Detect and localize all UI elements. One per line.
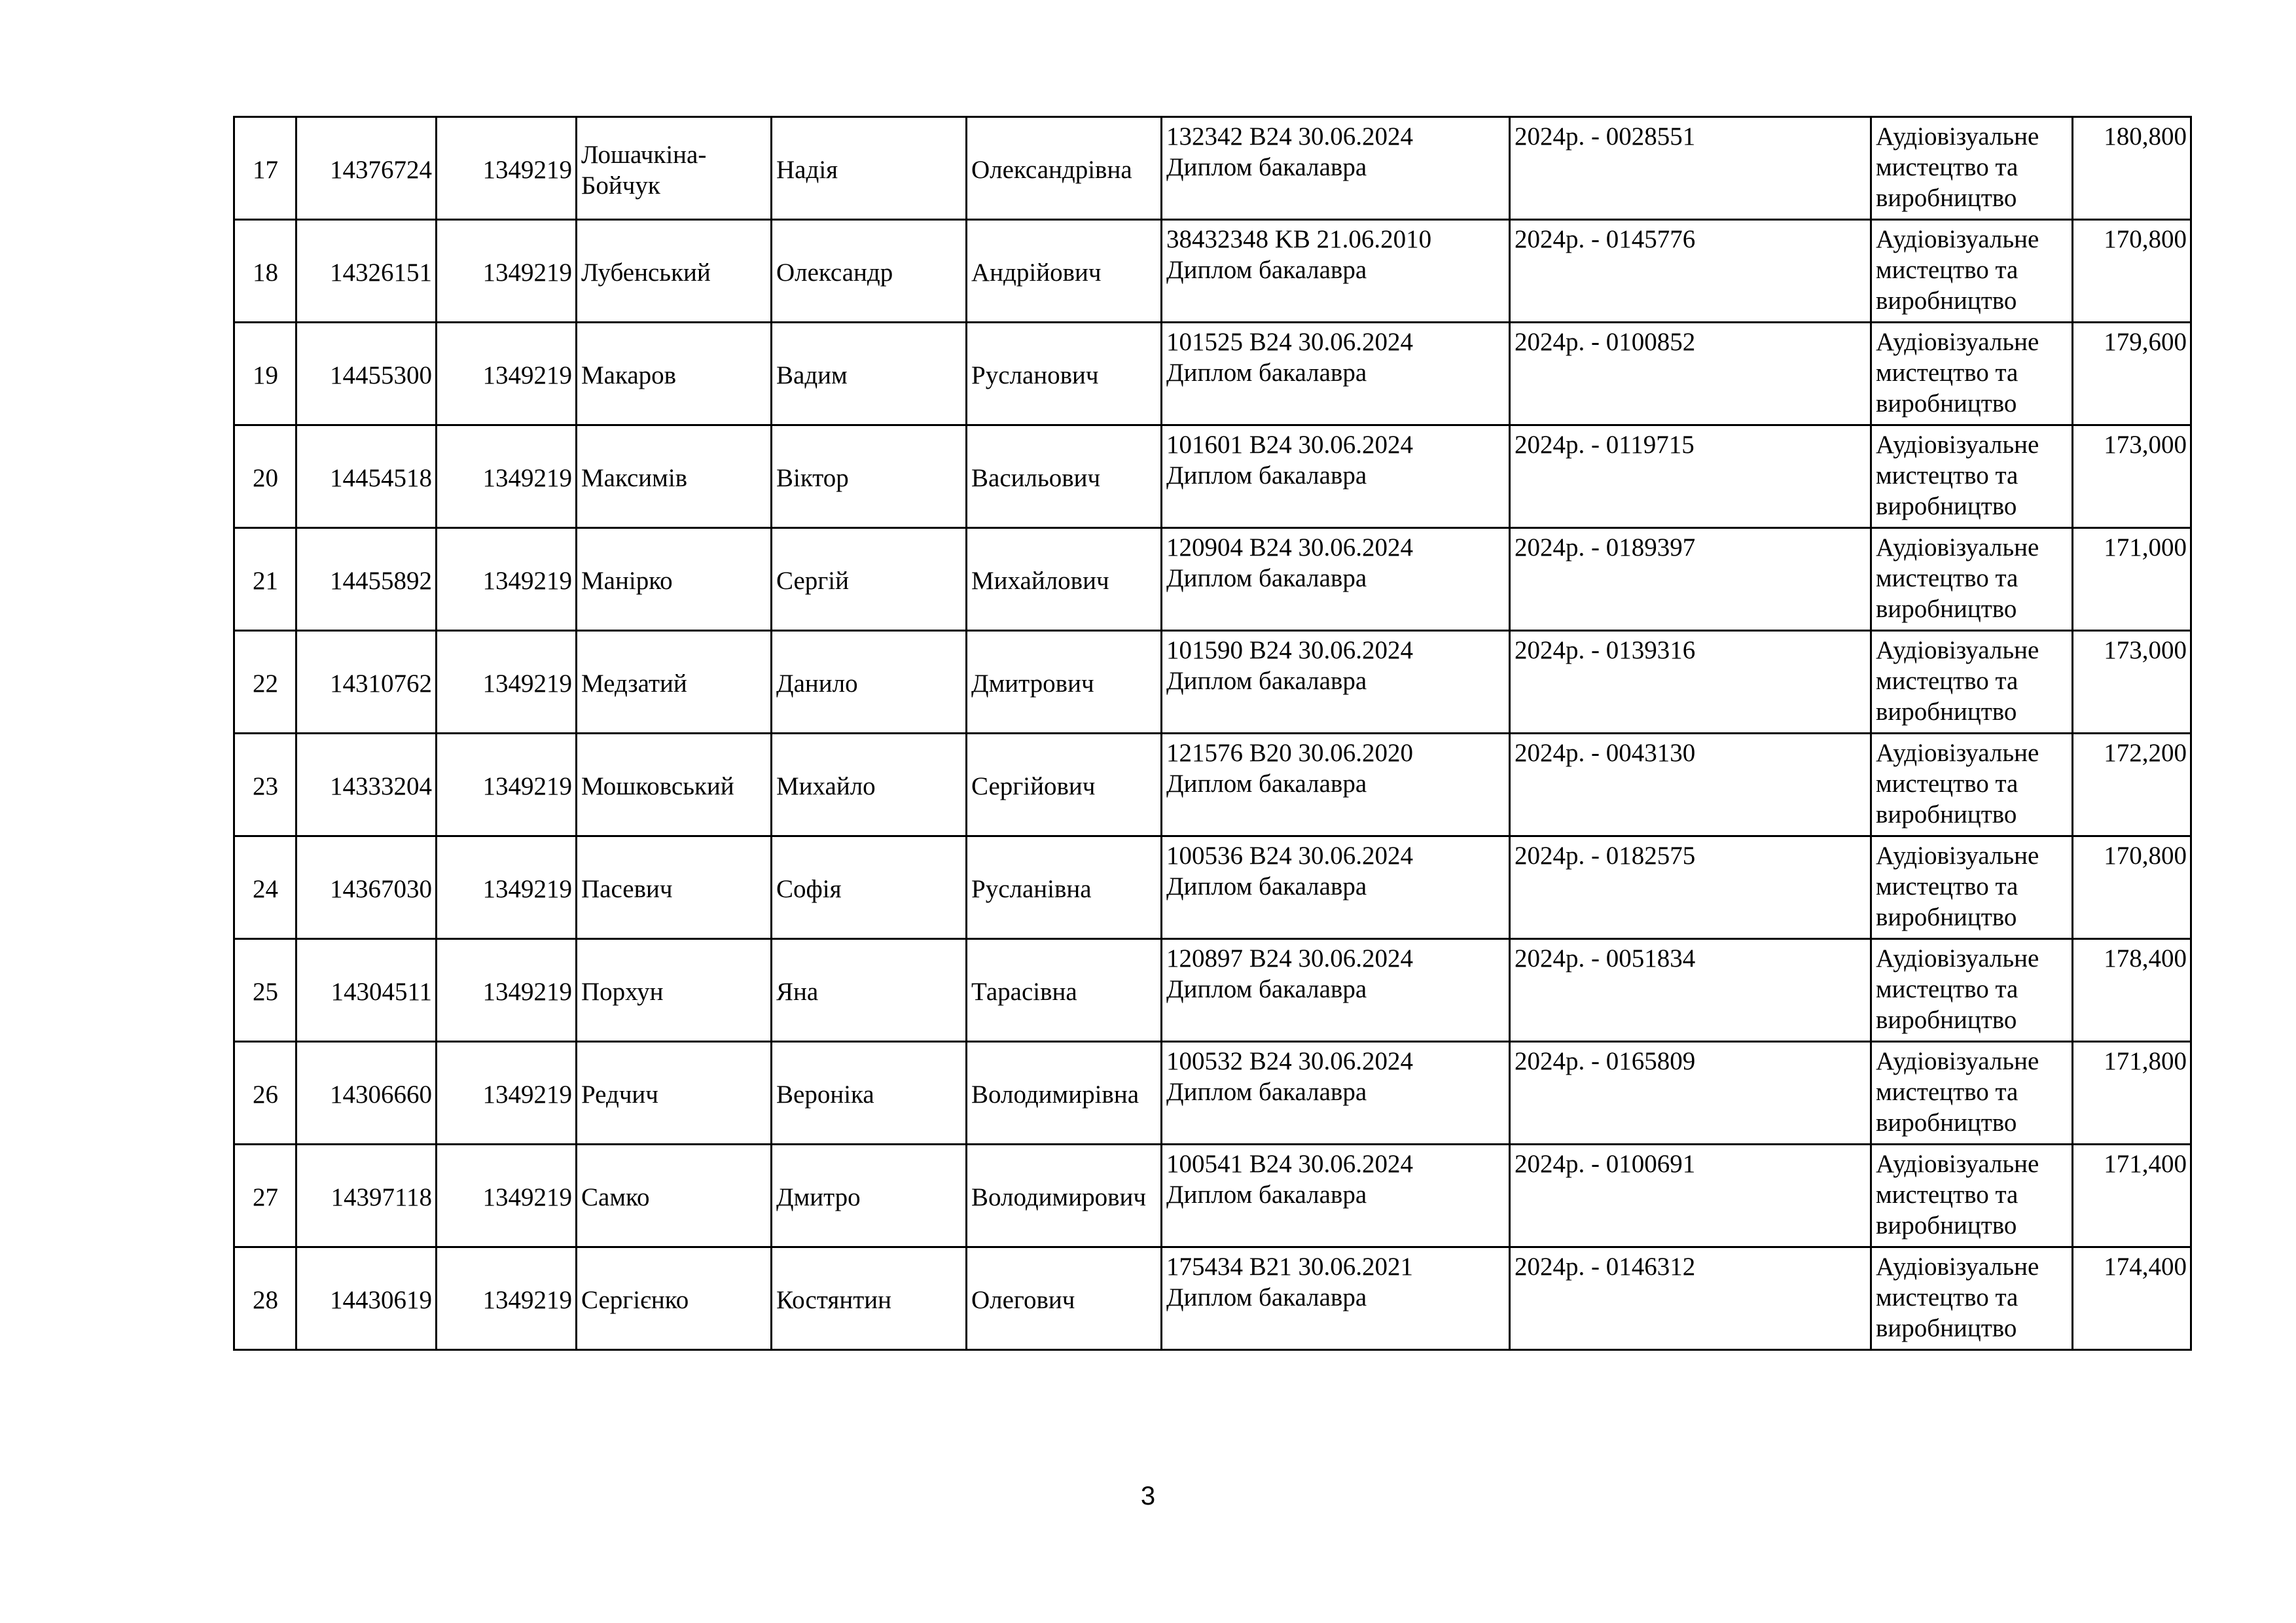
applicant-id: 14454518 xyxy=(330,464,432,492)
competition-code: 1349219 xyxy=(482,875,572,903)
competition-code-cell xyxy=(437,117,577,220)
program-cell xyxy=(1871,220,2073,323)
first-name: Надія xyxy=(776,156,838,184)
score-cell xyxy=(2073,631,2191,734)
education-document-cell xyxy=(1162,836,1510,939)
program-cell xyxy=(1871,528,2073,631)
patronymic: Олегович xyxy=(971,1286,1075,1314)
score-value: 180,800 xyxy=(2104,122,2187,151)
document-number: 120897 В24 30.06.2024 xyxy=(1166,944,1414,972)
table-row xyxy=(234,117,2191,220)
first-name: Віктор xyxy=(776,464,849,492)
education-document-cell xyxy=(1162,425,1510,528)
patronymic: Русланович xyxy=(971,361,1099,389)
program-cell xyxy=(1871,734,2073,836)
applicant-id: 14376724 xyxy=(330,156,432,184)
document-type: Диплом бакалавра xyxy=(1166,1181,1367,1209)
competition-code-cell xyxy=(437,1247,577,1350)
applicant-id-cell xyxy=(296,836,437,939)
document-type: Диплом бакалавра xyxy=(1166,770,1367,798)
row-number: 25 xyxy=(253,978,278,1006)
row-number: 17 xyxy=(253,156,278,184)
surname-cell xyxy=(577,631,772,734)
applicant-id: 14397118 xyxy=(331,1183,432,1211)
patronymic-cell xyxy=(967,939,1162,1042)
certificate-number: 2024р. - 0139316 xyxy=(1515,636,1696,664)
applicant-id-cell xyxy=(296,220,437,323)
surname-cell xyxy=(577,1247,772,1350)
applicant-id: 14367030 xyxy=(330,875,432,903)
applicant-id-cell xyxy=(296,939,437,1042)
first-name: Олександр xyxy=(776,259,893,287)
score-cell xyxy=(2073,1145,2191,1247)
document-type: Диплом бакалавра xyxy=(1166,564,1367,592)
program-cell xyxy=(1871,323,2073,425)
program-name: Аудіовізуальне мистецтво та виробництво xyxy=(1876,944,2039,1034)
row-number: 23 xyxy=(253,772,278,800)
document-number: 100532 В24 30.06.2024 xyxy=(1166,1047,1414,1075)
program-name: Аудіовізуальне мистецтво та виробництво xyxy=(1876,842,2039,931)
certificate-cell xyxy=(1510,1042,1871,1145)
surname-cell xyxy=(577,220,772,323)
applicant-id: 14430619 xyxy=(330,1286,432,1314)
applicant-id-cell xyxy=(296,1247,437,1350)
applicant-id-cell xyxy=(296,1042,437,1145)
competition-code: 1349219 xyxy=(482,1183,572,1211)
surname: Лошачкіна-Бойчук xyxy=(581,140,707,200)
program-cell xyxy=(1871,939,2073,1042)
document-number: 101601 В24 30.06.2024 xyxy=(1166,431,1414,459)
score-cell xyxy=(2073,1042,2191,1145)
surname-cell xyxy=(577,939,772,1042)
surname-cell xyxy=(577,425,772,528)
surname: Редчич xyxy=(581,1080,658,1109)
education-document-cell xyxy=(1162,323,1510,425)
competition-code-cell xyxy=(437,836,577,939)
patronymic-cell xyxy=(967,220,1162,323)
surname: Максимів xyxy=(581,464,688,492)
education-document-cell xyxy=(1162,220,1510,323)
competition-code: 1349219 xyxy=(482,772,572,800)
patronymic-cell xyxy=(967,631,1162,734)
program-cell xyxy=(1871,1145,2073,1247)
row-number-cell xyxy=(234,631,296,734)
first-name-cell xyxy=(772,939,967,1042)
document-number: 132342 В24 30.06.2024 xyxy=(1166,122,1414,151)
certificate-number: 2024р. - 0100852 xyxy=(1515,328,1696,356)
document-type: Диплом бакалавра xyxy=(1166,1283,1367,1311)
applicant-id-cell xyxy=(296,425,437,528)
page-number: 3 xyxy=(1140,1482,1156,1510)
applicant-id-cell xyxy=(296,117,437,220)
applicant-id: 14455300 xyxy=(330,361,432,389)
table-row xyxy=(234,631,2191,734)
surname: Медзатий xyxy=(581,669,687,698)
education-document-cell xyxy=(1162,631,1510,734)
document-type: Диплом бакалавра xyxy=(1166,153,1367,181)
patronymic-cell xyxy=(967,836,1162,939)
document-type: Диплом бакалавра xyxy=(1166,975,1367,1003)
score-cell xyxy=(2073,1247,2191,1350)
certificate-cell xyxy=(1510,117,1871,220)
competition-code-cell xyxy=(437,220,577,323)
applicant-id: 14333204 xyxy=(330,772,432,800)
row-number-cell xyxy=(234,1042,296,1145)
first-name: Сергій xyxy=(776,567,850,595)
first-name: Костянтин xyxy=(776,1286,891,1314)
program-cell xyxy=(1871,836,2073,939)
score-cell xyxy=(2073,323,2191,425)
applicant-id-cell xyxy=(296,631,437,734)
certificate-number: 2024р. - 0051834 xyxy=(1515,944,1696,972)
competition-code-cell xyxy=(437,528,577,631)
certificate-cell xyxy=(1510,734,1871,836)
document-type: Диплом бакалавра xyxy=(1166,461,1367,490)
patronymic-cell xyxy=(967,425,1162,528)
table-row xyxy=(234,220,2191,323)
surname-cell xyxy=(577,734,772,836)
row-number: 26 xyxy=(253,1080,278,1109)
education-document-cell xyxy=(1162,1042,1510,1145)
education-document-cell xyxy=(1162,117,1510,220)
row-number-cell xyxy=(234,1145,296,1247)
first-name-cell xyxy=(772,734,967,836)
score-cell xyxy=(2073,220,2191,323)
certificate-cell xyxy=(1510,528,1871,631)
row-number-cell xyxy=(234,939,296,1042)
table-row xyxy=(234,734,2191,836)
certificate-cell xyxy=(1510,939,1871,1042)
patronymic: Володимирівна xyxy=(971,1080,1139,1109)
surname-cell xyxy=(577,528,772,631)
patronymic-cell xyxy=(967,734,1162,836)
program-name: Аудіовізуальне мистецтво та виробництво xyxy=(1876,533,2039,623)
score-cell xyxy=(2073,734,2191,836)
row-number-cell xyxy=(234,323,296,425)
patronymic-cell xyxy=(967,528,1162,631)
document-number: 101590 В24 30.06.2024 xyxy=(1166,636,1414,664)
applicant-id-cell xyxy=(296,1145,437,1247)
patronymic-cell xyxy=(967,117,1162,220)
row-number: 18 xyxy=(253,259,278,287)
certificate-cell xyxy=(1510,220,1871,323)
row-number: 24 xyxy=(253,875,278,903)
surname-cell xyxy=(577,1145,772,1247)
certificate-cell xyxy=(1510,425,1871,528)
program-name: Аудіовізуальне мистецтво та виробництво xyxy=(1876,431,2039,520)
table-row xyxy=(234,939,2191,1042)
first-name: Вадим xyxy=(776,361,848,389)
row-number-cell xyxy=(234,117,296,220)
applicant-id: 14455892 xyxy=(330,567,432,595)
table-body xyxy=(234,117,2191,1350)
competition-code: 1349219 xyxy=(482,567,572,595)
certificate-number: 2024р. - 0100691 xyxy=(1515,1150,1696,1178)
surname-cell xyxy=(577,117,772,220)
first-name-cell xyxy=(772,836,967,939)
row-number-cell xyxy=(234,836,296,939)
patronymic: Андрійович xyxy=(971,259,1102,287)
surname: Мошковський xyxy=(581,772,734,800)
first-name-cell xyxy=(772,528,967,631)
row-number-cell xyxy=(234,1247,296,1350)
document-number: 101525 В24 30.06.2024 xyxy=(1166,328,1414,356)
surname: Сергієнко xyxy=(581,1286,689,1314)
certificate-number: 2024р. - 0119715 xyxy=(1515,431,1695,459)
surname: Лубенський xyxy=(581,259,711,287)
row-number-cell xyxy=(234,734,296,836)
patronymic-cell xyxy=(967,1247,1162,1350)
document-number: 38432348 KB 21.06.2010 xyxy=(1166,225,1432,253)
first-name: Данило xyxy=(776,669,858,698)
score-value: 179,600 xyxy=(2104,328,2187,356)
table-row xyxy=(234,323,2191,425)
first-name-cell xyxy=(772,220,967,323)
first-name-cell xyxy=(772,1042,967,1145)
score-value: 171,800 xyxy=(2104,1047,2187,1075)
certificate-number: 2024р. - 0145776 xyxy=(1515,225,1696,253)
row-number: 21 xyxy=(253,567,278,595)
competition-code-cell xyxy=(437,1145,577,1247)
patronymic: Олександрівна xyxy=(971,156,1132,184)
education-document-cell xyxy=(1162,1145,1510,1247)
education-document-cell xyxy=(1162,734,1510,836)
row-number: 28 xyxy=(253,1286,278,1314)
table-row xyxy=(234,1145,2191,1247)
score-cell xyxy=(2073,117,2191,220)
certificate-number: 2024р. - 0146312 xyxy=(1515,1253,1696,1281)
row-number-cell xyxy=(234,220,296,323)
applicant-id-cell xyxy=(296,734,437,836)
competition-code-cell xyxy=(437,939,577,1042)
document-number: 120904 В24 30.06.2024 xyxy=(1166,533,1414,562)
patronymic-cell xyxy=(967,323,1162,425)
surname: Манірко xyxy=(581,567,673,595)
patronymic: Володимирович xyxy=(971,1183,1147,1211)
table-row xyxy=(234,528,2191,631)
row-number: 19 xyxy=(253,361,278,389)
surname-cell xyxy=(577,836,772,939)
competition-code: 1349219 xyxy=(482,361,572,389)
applicant-id: 14326151 xyxy=(330,259,432,287)
applicant-id: 14304511 xyxy=(331,978,432,1006)
patronymic: Тарасівна xyxy=(971,978,1077,1006)
program-name: Аудіовізуальне мистецтво та виробництво xyxy=(1876,739,2039,829)
row-number-cell xyxy=(234,528,296,631)
certificate-cell xyxy=(1510,1145,1871,1247)
competition-code-cell xyxy=(437,1042,577,1145)
score-cell xyxy=(2073,836,2191,939)
applicant-id-cell xyxy=(296,323,437,425)
competition-code-cell xyxy=(437,323,577,425)
competition-code: 1349219 xyxy=(482,1286,572,1314)
surname: Самко xyxy=(581,1183,650,1211)
competition-code: 1349219 xyxy=(482,464,572,492)
program-name: Аудіовізуальне мистецтво та виробництво xyxy=(1876,1047,2039,1137)
certificate-number: 2024р. - 0165809 xyxy=(1515,1047,1696,1075)
document-type: Диплом бакалавра xyxy=(1166,872,1367,901)
program-name: Аудіовізуальне мистецтво та виробництво xyxy=(1876,122,2039,212)
table-row xyxy=(234,425,2191,528)
program-cell xyxy=(1871,425,2073,528)
competition-code: 1349219 xyxy=(482,1080,572,1109)
surname: Порхун xyxy=(581,978,664,1006)
first-name: Дмитро xyxy=(776,1183,861,1211)
competition-code-cell xyxy=(437,734,577,836)
program-cell xyxy=(1871,1042,2073,1145)
table-row xyxy=(234,836,2191,939)
table-row xyxy=(234,1042,2191,1145)
first-name-cell xyxy=(772,117,967,220)
row-number: 20 xyxy=(253,464,278,492)
certificate-number: 2024р. - 0028551 xyxy=(1515,122,1696,151)
score-value: 171,000 xyxy=(2104,533,2187,562)
score-value: 171,400 xyxy=(2104,1150,2187,1178)
score-value: 170,800 xyxy=(2104,842,2187,870)
surname: Макаров xyxy=(581,361,677,389)
program-name: Аудіовізуальне мистецтво та виробництво xyxy=(1876,636,2039,726)
first-name: Михайло xyxy=(776,772,876,800)
patronymic: Михайлович xyxy=(971,567,1109,595)
surname: Пасевич xyxy=(581,875,673,903)
document-type: Диплом бакалавра xyxy=(1166,256,1367,284)
education-document-cell xyxy=(1162,939,1510,1042)
program-name: Аудіовізуальне мистецтво та виробництво xyxy=(1876,1253,2039,1342)
surname-cell xyxy=(577,323,772,425)
patronymic: Сергійович xyxy=(971,772,1096,800)
applicant-id-cell xyxy=(296,528,437,631)
certificate-cell xyxy=(1510,836,1871,939)
score-value: 172,200 xyxy=(2104,739,2187,767)
score-value: 173,000 xyxy=(2104,431,2187,459)
score-value: 170,800 xyxy=(2104,225,2187,253)
first-name: Софія xyxy=(776,875,842,903)
document-number: 121576 В20 30.06.2020 xyxy=(1166,739,1414,767)
document-number: 175434 В21 30.06.2021 xyxy=(1166,1253,1414,1281)
certificate-cell xyxy=(1510,631,1871,734)
row-number-cell xyxy=(234,425,296,528)
table-row xyxy=(234,1247,2191,1350)
score-cell xyxy=(2073,939,2191,1042)
first-name: Вероніка xyxy=(776,1080,874,1109)
document-number: 100541 В24 30.06.2024 xyxy=(1166,1150,1414,1178)
row-number: 27 xyxy=(253,1183,278,1211)
certificate-number: 2024р. - 0189397 xyxy=(1515,533,1696,562)
row-number: 22 xyxy=(253,669,278,698)
competition-code: 1349219 xyxy=(482,669,572,698)
score-value: 173,000 xyxy=(2104,636,2187,664)
score-cell xyxy=(2073,528,2191,631)
document-type: Диплом бакалавра xyxy=(1166,1078,1367,1106)
score-value: 178,400 xyxy=(2104,944,2187,972)
first-name-cell xyxy=(772,1247,967,1350)
document-type: Диплом бакалавра xyxy=(1166,359,1367,387)
certificate-number: 2024р. - 0182575 xyxy=(1515,842,1696,870)
competition-code-cell xyxy=(437,631,577,734)
first-name: Яна xyxy=(776,978,819,1006)
surname-cell xyxy=(577,1042,772,1145)
first-name-cell xyxy=(772,631,967,734)
competition-code: 1349219 xyxy=(482,259,572,287)
education-document-cell xyxy=(1162,1247,1510,1350)
first-name-cell xyxy=(772,425,967,528)
patronymic: Васильович xyxy=(971,464,1101,492)
score-cell xyxy=(2073,425,2191,528)
patronymic: Дмитрович xyxy=(971,669,1094,698)
certificate-cell xyxy=(1510,323,1871,425)
applicant-id: 14306660 xyxy=(330,1080,432,1109)
applicants-table xyxy=(233,116,2192,1351)
applicant-id: 14310762 xyxy=(330,669,432,698)
first-name-cell xyxy=(772,323,967,425)
first-name-cell xyxy=(772,1145,967,1247)
certificate-number: 2024р. - 0043130 xyxy=(1515,739,1696,767)
program-name: Аудіовізуальне мистецтво та виробництво xyxy=(1876,328,2039,418)
competition-code-cell xyxy=(437,425,577,528)
score-value: 174,400 xyxy=(2104,1253,2187,1281)
education-document-cell xyxy=(1162,528,1510,631)
certificate-cell xyxy=(1510,1247,1871,1350)
document-number: 100536 В24 30.06.2024 xyxy=(1166,842,1414,870)
patronymic-cell xyxy=(967,1145,1162,1247)
document-type: Диплом бакалавра xyxy=(1166,667,1367,695)
program-name: Аудіовізуальне мистецтво та виробництво xyxy=(1876,1150,2039,1240)
program-cell xyxy=(1871,117,2073,220)
competition-code: 1349219 xyxy=(482,978,572,1006)
program-cell xyxy=(1871,1247,2073,1350)
patronymic: Русланівна xyxy=(971,875,1092,903)
program-cell xyxy=(1871,631,2073,734)
program-name: Аудіовізуальне мистецтво та виробництво xyxy=(1876,225,2039,315)
patronymic-cell xyxy=(967,1042,1162,1145)
competition-code: 1349219 xyxy=(482,156,572,184)
